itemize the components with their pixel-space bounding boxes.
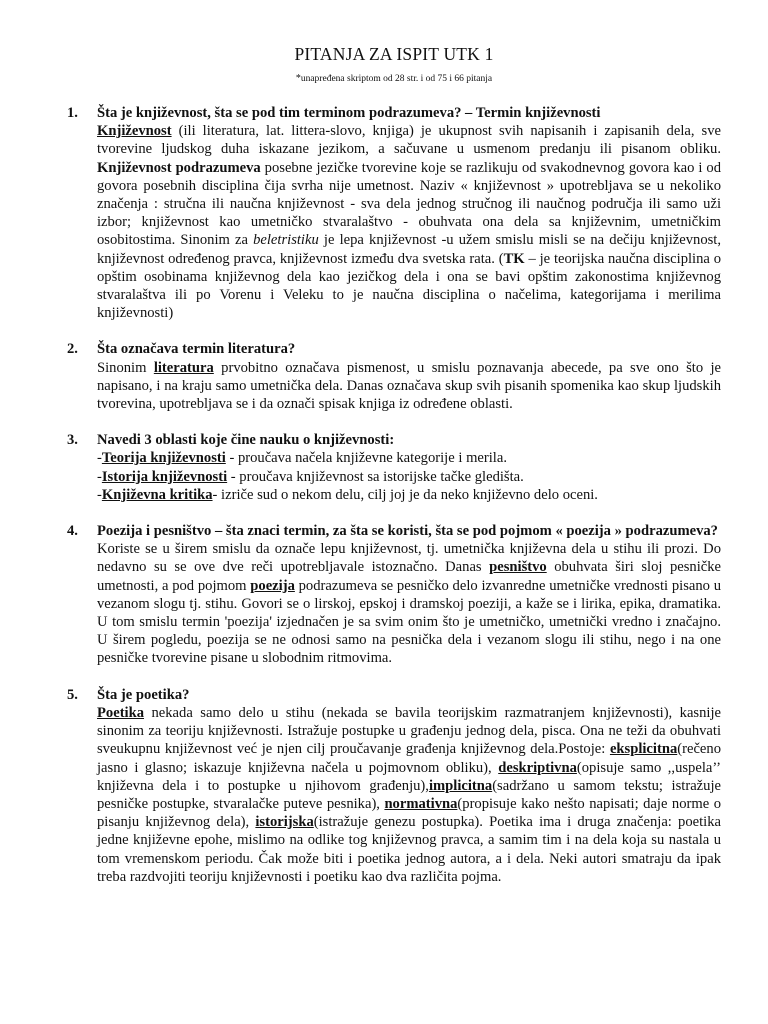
term-deskriptivna: deskriptivna	[498, 759, 577, 776]
question-heading: Šta je poetika?	[97, 686, 190, 703]
answer-text: Koriste se u širem smislu da označe lepu književnost, tj. umetnička književna dela u stihu ili prozi. Do nedavno su se ove dve reči upotrebljavale istoznačno. Danas	[97, 541, 721, 576]
list-dash: -	[97, 486, 102, 503]
answer-paragraph	[97, 122, 721, 322]
list-item	[97, 486, 721, 504]
term-knjizevnost-podrazumeva: Književnost podrazumeva	[97, 159, 261, 176]
answer-text: - proučava načela književne kategorije i merila.	[225, 450, 507, 467]
question-heading: Šta označava termin literatura?	[97, 341, 296, 358]
answer-text: podrazumeva se pesničko delo izvanredne umetničke vrednosti pisano u vezanom slogu tj. stihu. Govori se o lirskoj, epskoj i dramskoj poeziji, a kaže se i lirika, epika, dramatika. U tom smislu termin 'poezija' izjednačen je sa svim onim što je umetničko, umetnički vredno i značajno. U širem pogledu, poezija se ne odnosi samo na pesnička dela i vezanom slogu ili stihu, nego i na one pesničke tvorevine pisane u slobodnim ritmovima.	[97, 577, 721, 667]
list-item	[97, 449, 721, 467]
subtitle-text: unapređena skriptom od 28 str. i od 75 i 66 pitanja	[300, 74, 493, 84]
answer-text: - izriče sud o nekom delu, cilj joj je da neko književno delo oceni.	[212, 486, 598, 503]
term-normativna: normativna	[384, 795, 458, 812]
answer-text: posebne jezičke tvorevine koje se razlikuju od svakodnevnog govora kao i od govora posebnih disciplina čija svrha nije umetnost. Naziv « književnost » upotrebljava se u nekoliko značenja : stručna ili naučna književnost - sva dela jednog stručnog ili naučnog područja ili samo uži izbor; književnost kao umetničko stvaralaštvo - obuhvata ona dela sa književnim, umetničkim osobitostima. Sinonim za	[97, 159, 721, 249]
question-number: 4.	[67, 523, 78, 540]
list-item	[97, 468, 721, 486]
question-2	[67, 340, 721, 413]
answer-paragraph	[97, 704, 721, 886]
answer-text: prvobitno označava pismenost, u smislu poznavanja abecede, pa sve ono što je napisano, i na kraju samo umetnička dela. Danas označava skup svih pisanih spomenika kao skup ljudskih tvorevina, upotrebljava se i da označi spisak knjiga iz određene oblasti.	[97, 359, 721, 413]
answer-text: (istražuje genezu postupka). Poetika ima i druga značenja: poetika jedne književne epohe, mislimo na odlike tog književnog pravca, a samim tim i na dela koja su nastala u tom vremenskom periodu. Čak može biti i poetika jednog autora, a i dela. Neki autori smatraju da ipak treba razdvojiti teoriju književnosti i poetiku kao dva različita pojma.	[97, 814, 722, 885]
term-literatura: literatura	[153, 359, 214, 376]
term-knjizevnost: Književnost	[97, 123, 172, 140]
term-teorija: Teorija književnosti	[101, 450, 226, 467]
question-3	[67, 431, 721, 504]
question-number: 1.	[67, 105, 78, 121]
term-tk: TK	[503, 250, 525, 267]
answer-text: (ili literatura, lat. littera-slovo, knjiga) je ukupnost svih napisanih i zapisanih dela, sve tvorevine ljudskog duha iskazane jezikom, a sačuvane u usmenom predanju ili pisanom obliku.	[97, 123, 721, 158]
answer-text: (opisuje samo ,,uspela’’ književna dela i to postupke u njihovom građenju),	[97, 759, 721, 794]
term-kritika: Književna kritika	[101, 486, 213, 503]
question-4	[67, 522, 721, 668]
list-dash: -	[97, 450, 102, 467]
answer-text: nekada samo delo u stihu (nekada se bavila teorijskim razmatranjem književnosti), kasnije sinonim za teoriju književnosti. Istražuje postupke u građenju jednog dela, pisca. Ona ne teži da obuhvati sveukupnu književnost već je njen cilj proučavanje građenja književnog dela.Postoje:	[97, 704, 721, 758]
answer-text: (rečeno jasno i glasno; iskazuje književna načela u pojmovnom obliku),	[97, 741, 721, 776]
question-heading: Navedi 3 oblasti koje čine nauku o književnosti:	[97, 432, 395, 449]
term-eksplicitna: eksplicitna	[609, 741, 678, 758]
term-implicitna: implicitna	[428, 777, 493, 794]
term-pesnistvo: pesništvo	[489, 559, 547, 576]
answer-paragraph	[97, 359, 721, 414]
question-heading: Poezija i pesništvo – šta znaci termin, za šta se koristi, šta se pod pojmom « poezija » podrazumeva?	[97, 523, 718, 540]
question-number: 5.	[67, 686, 78, 703]
question-1	[67, 104, 721, 322]
page-subtitle	[67, 73, 721, 84]
term-beletristika: beletristiku	[253, 232, 319, 249]
term-poetika: Poetika	[97, 704, 145, 721]
asterisk-mark: *	[295, 73, 301, 84]
question-number: 2.	[67, 341, 78, 358]
answer-text: – je teorijska naučna disciplina o opštim osobinama književnog dela kao jezičkog dela i ona se bavi opštim zakonostima književnog stvaralaštva ili po Vorenu i Veleku to je naučna disciplina o načelima, kategorijama i merilima književnosti)	[97, 250, 721, 322]
page-title: PITANJA ZA ISPIT UTK 1	[294, 44, 494, 64]
term-istorijska: istorijska	[255, 814, 314, 831]
question-5	[67, 686, 721, 886]
answer-text: je lepa književnost -u užem smislu misli se na dečiju književnost, književnost određenog pravca, književnost između dva svetska rata. (	[97, 232, 721, 267]
answer-text: obuhvata širi sloj pesničke umetnosti, a pod pojmom	[97, 559, 721, 594]
term-istorija: Istorija književnosti	[101, 468, 228, 485]
answer-paragraph	[97, 540, 721, 667]
answer-text: (sadržano u samom tekstu; istražuje pesničke postupke, stvaralačke puteve pesnika),	[97, 777, 721, 812]
question-heading: Šta je književnost, šta se pod tim terminom podrazumeva? – Termin književnosti	[97, 105, 601, 121]
answer-text: - proučava književnost sa istorijske tačke gledišta.	[227, 468, 524, 485]
question-number: 3.	[67, 432, 78, 449]
answer-text: Sinonim	[97, 359, 154, 376]
term-poezija: poezija	[250, 577, 295, 594]
answer-text: (propisuje kako nešto napisati; daje norme o pisanju književnog dela),	[97, 795, 721, 831]
list-dash: -	[97, 468, 102, 485]
